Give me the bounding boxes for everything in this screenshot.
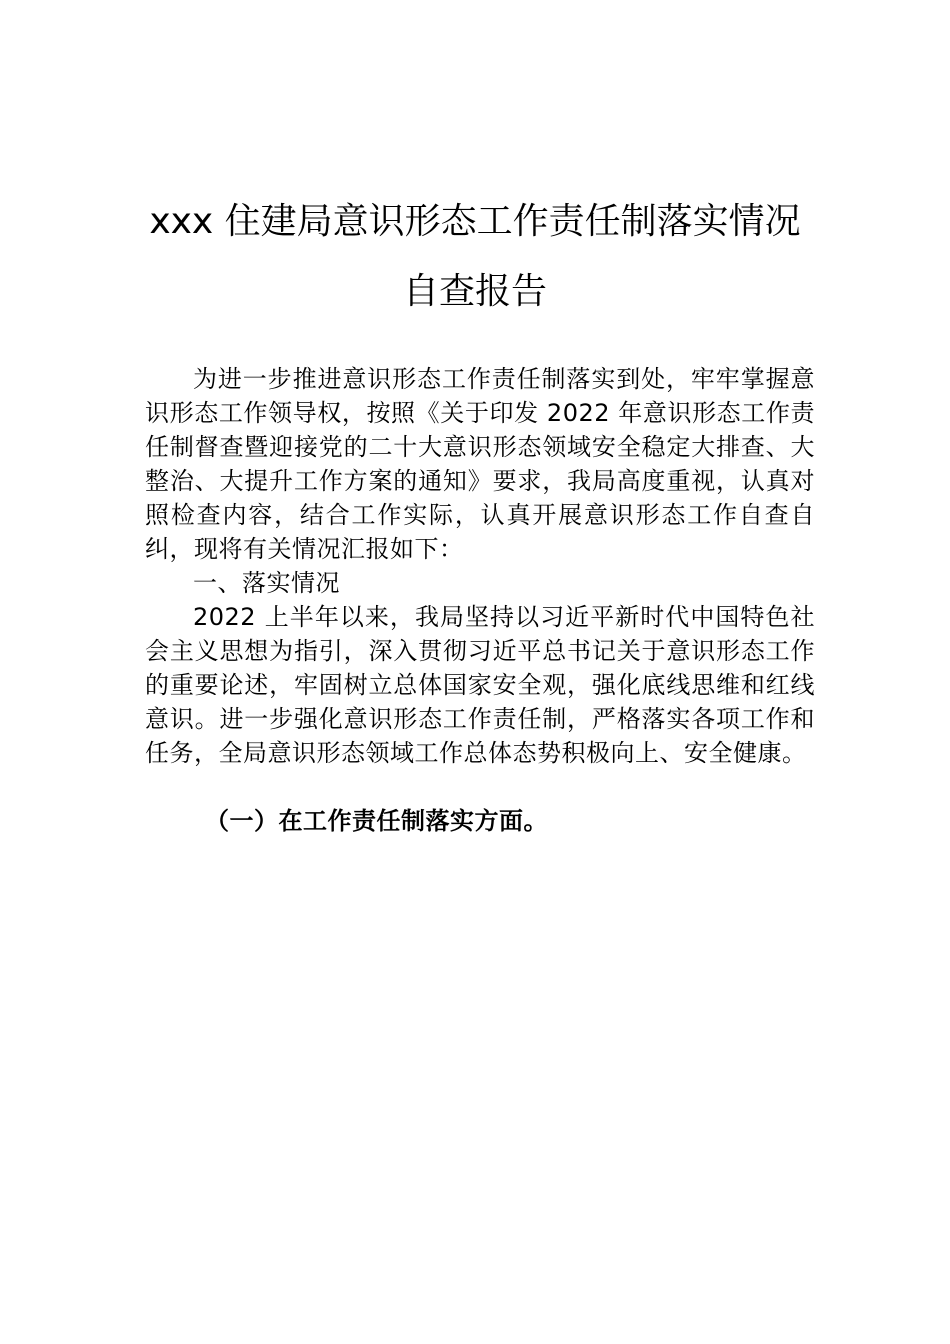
document-title-line-1: xxx 住建局意识形态工作责任制落实情况 <box>149 201 801 242</box>
subsection-heading-1: （一）在工作责任制落实方面。 <box>205 807 548 835</box>
section-heading-1: 一、落实情况 <box>193 569 340 597</box>
document-title-line-2: 自查报告 <box>402 271 547 312</box>
implementation-paragraph: 2022 上半年以来，我局坚持以习近平新时代中国特色社会主义思想为指引，深入贯彻习近平总书记关于意识形态工作的重要论述，牢固树立总体国家安全观，强化底线思维和红线意识。进一步强化意识形态工作责任制，严格落实各项工作和任务，全局意识形态领域工作总体态势积极向上、安全健康。 <box>145 603 815 767</box>
intro-paragraph: 为进一步推进意识形态工作责任制落实到处，牢牢掌握意识形态工作领导权，按照《关于印发 2022 年意识形态工作责任制督查暨迎接党的二十大意识形态领域安全稳定大排查、大整治、大提升工作方案的通知》要求，我局高度重视，认真对照检查内容，结合工作实际，认真开展意识形态工作自查自纠，现将有关情况汇报如下： <box>145 365 815 563</box>
